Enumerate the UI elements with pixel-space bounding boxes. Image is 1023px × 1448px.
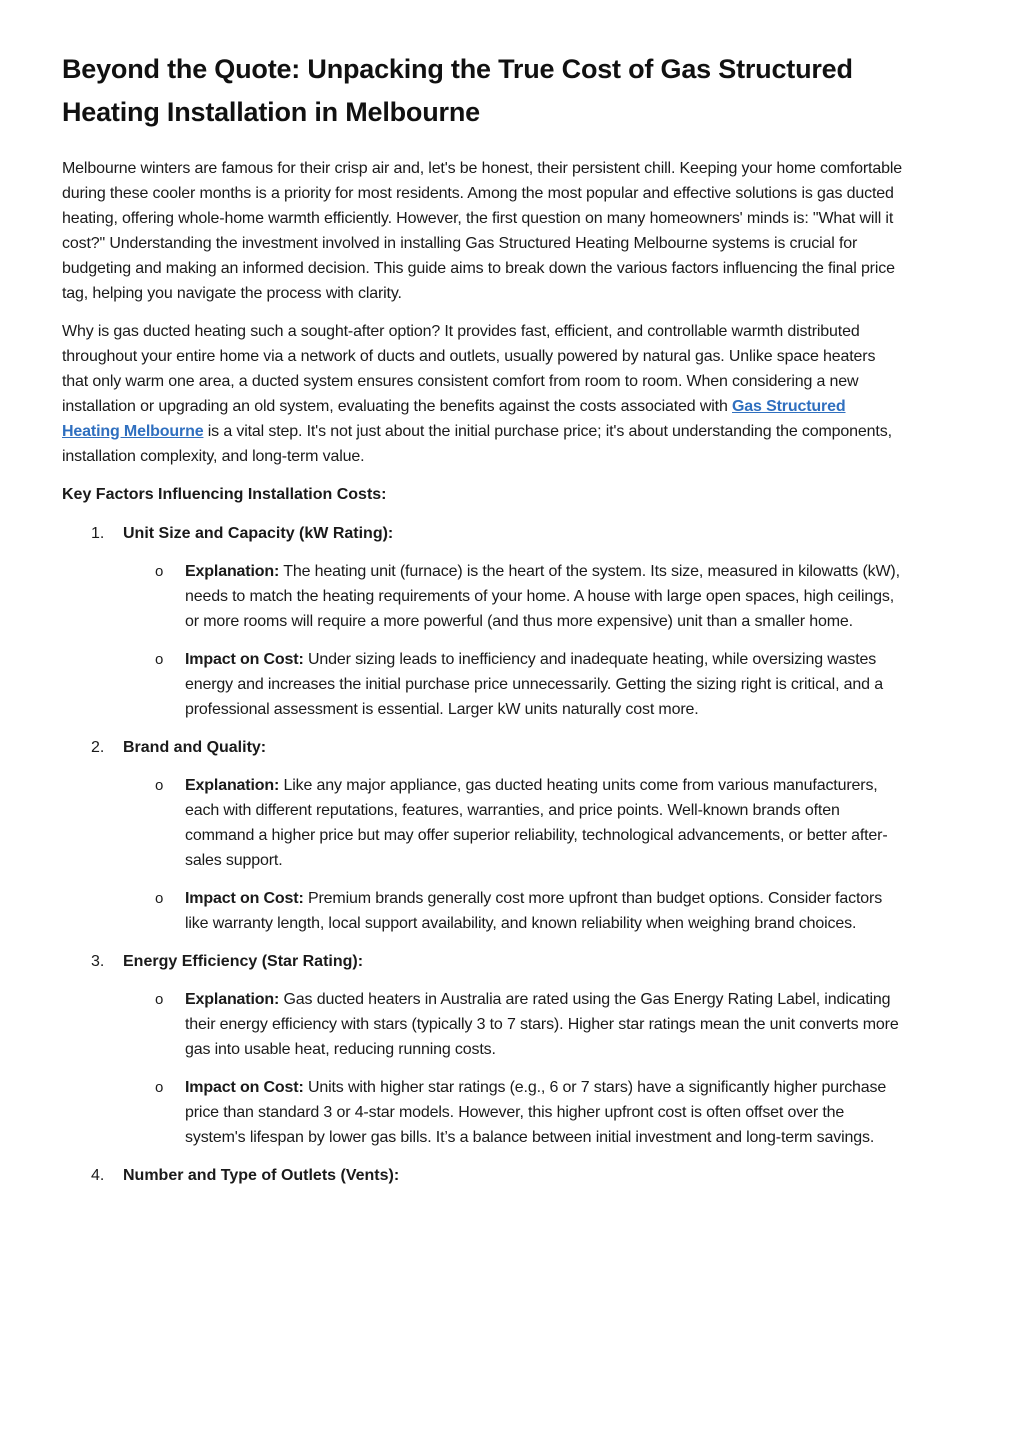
factor-number: 2.: [91, 739, 105, 756]
factor-item: [62, 735, 902, 936]
bullet-marker: o: [155, 777, 164, 794]
bullet-marker: o: [155, 890, 164, 907]
page-title: Beyond the Quote: Unpacking the True Cost of Gas Structured Heating Installation in Melbourne: [62, 54, 853, 127]
factor-item: [62, 949, 902, 1150]
impact-text: Units with higher star ratings (e.g., 6 or 7 stars) have a significantly higher purchase price than standard 3 or 4-star models. However, this higher upfront cost is often offset over the system's lifespan by lower gas bills. It’s a balance between initial investment and long-term savings.: [185, 1079, 887, 1146]
intro-paragraph: Melbourne winters are famous for their crisp air and, let's be honest, their persistent chill. Keeping your home comfortable during these cooler months is a priority for most residents. Among the most popular and effective solutions is gas ducted heating, offering whole-home warmth efficiently. However, the first question on many homeowners' minds is: "What will it cost?" Understanding the investment involved in installing Gas Structured Heating Melbourne systems is crucial for budgeting and making an informed decision. This guide aims to break down the various factors influencing the final price tag, helping you navigate the process with clarity.: [62, 160, 902, 302]
explanation-label: Explanation:: [185, 563, 280, 580]
factor-heading: [62, 735, 902, 760]
explanation-text: Like any major appliance, gas ducted heating units come from various manufacturers, each with different reputations, features, warranties, and price points. Well-known brands often command a higher price but may offer superior reliability, technological advancements, or better after-sales support.: [185, 777, 888, 869]
why-text-before: Why is gas ducted heating such a sought-after option? It provides fast, efficient, and controllable warmth distributed throughout your entire home via a network of ducts and outlets, usually powered by natural gas. Unlike space heaters that only warm one area, a ducted system ensures consistent comfort from room to room. When considering a new installation or upgrading an old system, evaluating the benefits against the costs associated with: [62, 323, 876, 415]
impact-bullet: [62, 886, 902, 936]
why-text-after: is a vital step. It's not just about the initial purchase price; it's about understanding the components, installation complexity, and long-term value.: [62, 423, 892, 465]
factor-number: 3.: [91, 953, 105, 970]
factor-number: 4.: [91, 1167, 105, 1184]
factor-heading: [62, 1163, 902, 1188]
factor-title: Unit Size and Capacity (kW Rating):: [123, 525, 394, 542]
impact-label: Impact on Cost:: [185, 651, 304, 668]
factor-heading: [62, 949, 902, 974]
impact-text: Premium brands generally cost more upfront than budget options. Consider factors like warranty length, local support availability, and known reliability when weighing brand choices.: [185, 890, 883, 932]
factor-title: Number and Type of Outlets (Vents):: [123, 1167, 400, 1184]
factor-title: Brand and Quality:: [123, 739, 267, 756]
key-factors-heading: Key Factors Influencing Installation Costs:: [62, 486, 387, 503]
impact-bullet: [62, 647, 902, 722]
impact-label: Impact on Cost:: [185, 890, 304, 907]
impact-bullet: [62, 1075, 902, 1150]
bullet-marker: o: [155, 651, 164, 668]
factor-title: Energy Efficiency (Star Rating):: [123, 953, 364, 970]
impact-label: Impact on Cost:: [185, 1079, 304, 1096]
factor-item: [62, 521, 902, 722]
factor-number: 1.: [91, 525, 105, 542]
gas-heating-link[interactable]: Gas Structured Heating Melbourne: [62, 398, 846, 440]
document-page: [62, 48, 902, 1201]
impact-text: Under sizing leads to inefficiency and inadequate heating, while oversizing wastes energy and increases the initial purchase price unnecessarily. Getting the sizing right is critical, and a professional assessment is essential. Larger kW units naturally cost more.: [185, 651, 883, 718]
factor-heading: [62, 521, 902, 546]
bullet-marker: o: [155, 563, 164, 580]
explanation-label: Explanation:: [185, 777, 280, 794]
factor-item: [62, 1163, 902, 1188]
explanation-bullet: [62, 559, 902, 634]
explanation-bullet: [62, 987, 902, 1062]
bullet-marker: o: [155, 1079, 164, 1096]
explanation-text: The heating unit (furnace) is the heart of the system. Its size, measured in kilowatts (kW), needs to match the heating requirements of your home. A house with large open spaces, high ceilings, or more rooms will require a more powerful (and thus more expensive) unit than a smaller home.: [185, 563, 900, 630]
explanation-bullet: [62, 773, 902, 873]
why-paragraph: [62, 319, 902, 469]
explanation-label: Explanation:: [185, 991, 280, 1008]
bullet-marker: o: [155, 991, 164, 1008]
explanation-text: Gas ducted heaters in Australia are rated using the Gas Energy Rating Label, indicating their energy efficiency with stars (typically 3 to 7 stars). Higher star ratings mean the unit converts more gas into usable heat, reducing running costs.: [185, 991, 899, 1058]
